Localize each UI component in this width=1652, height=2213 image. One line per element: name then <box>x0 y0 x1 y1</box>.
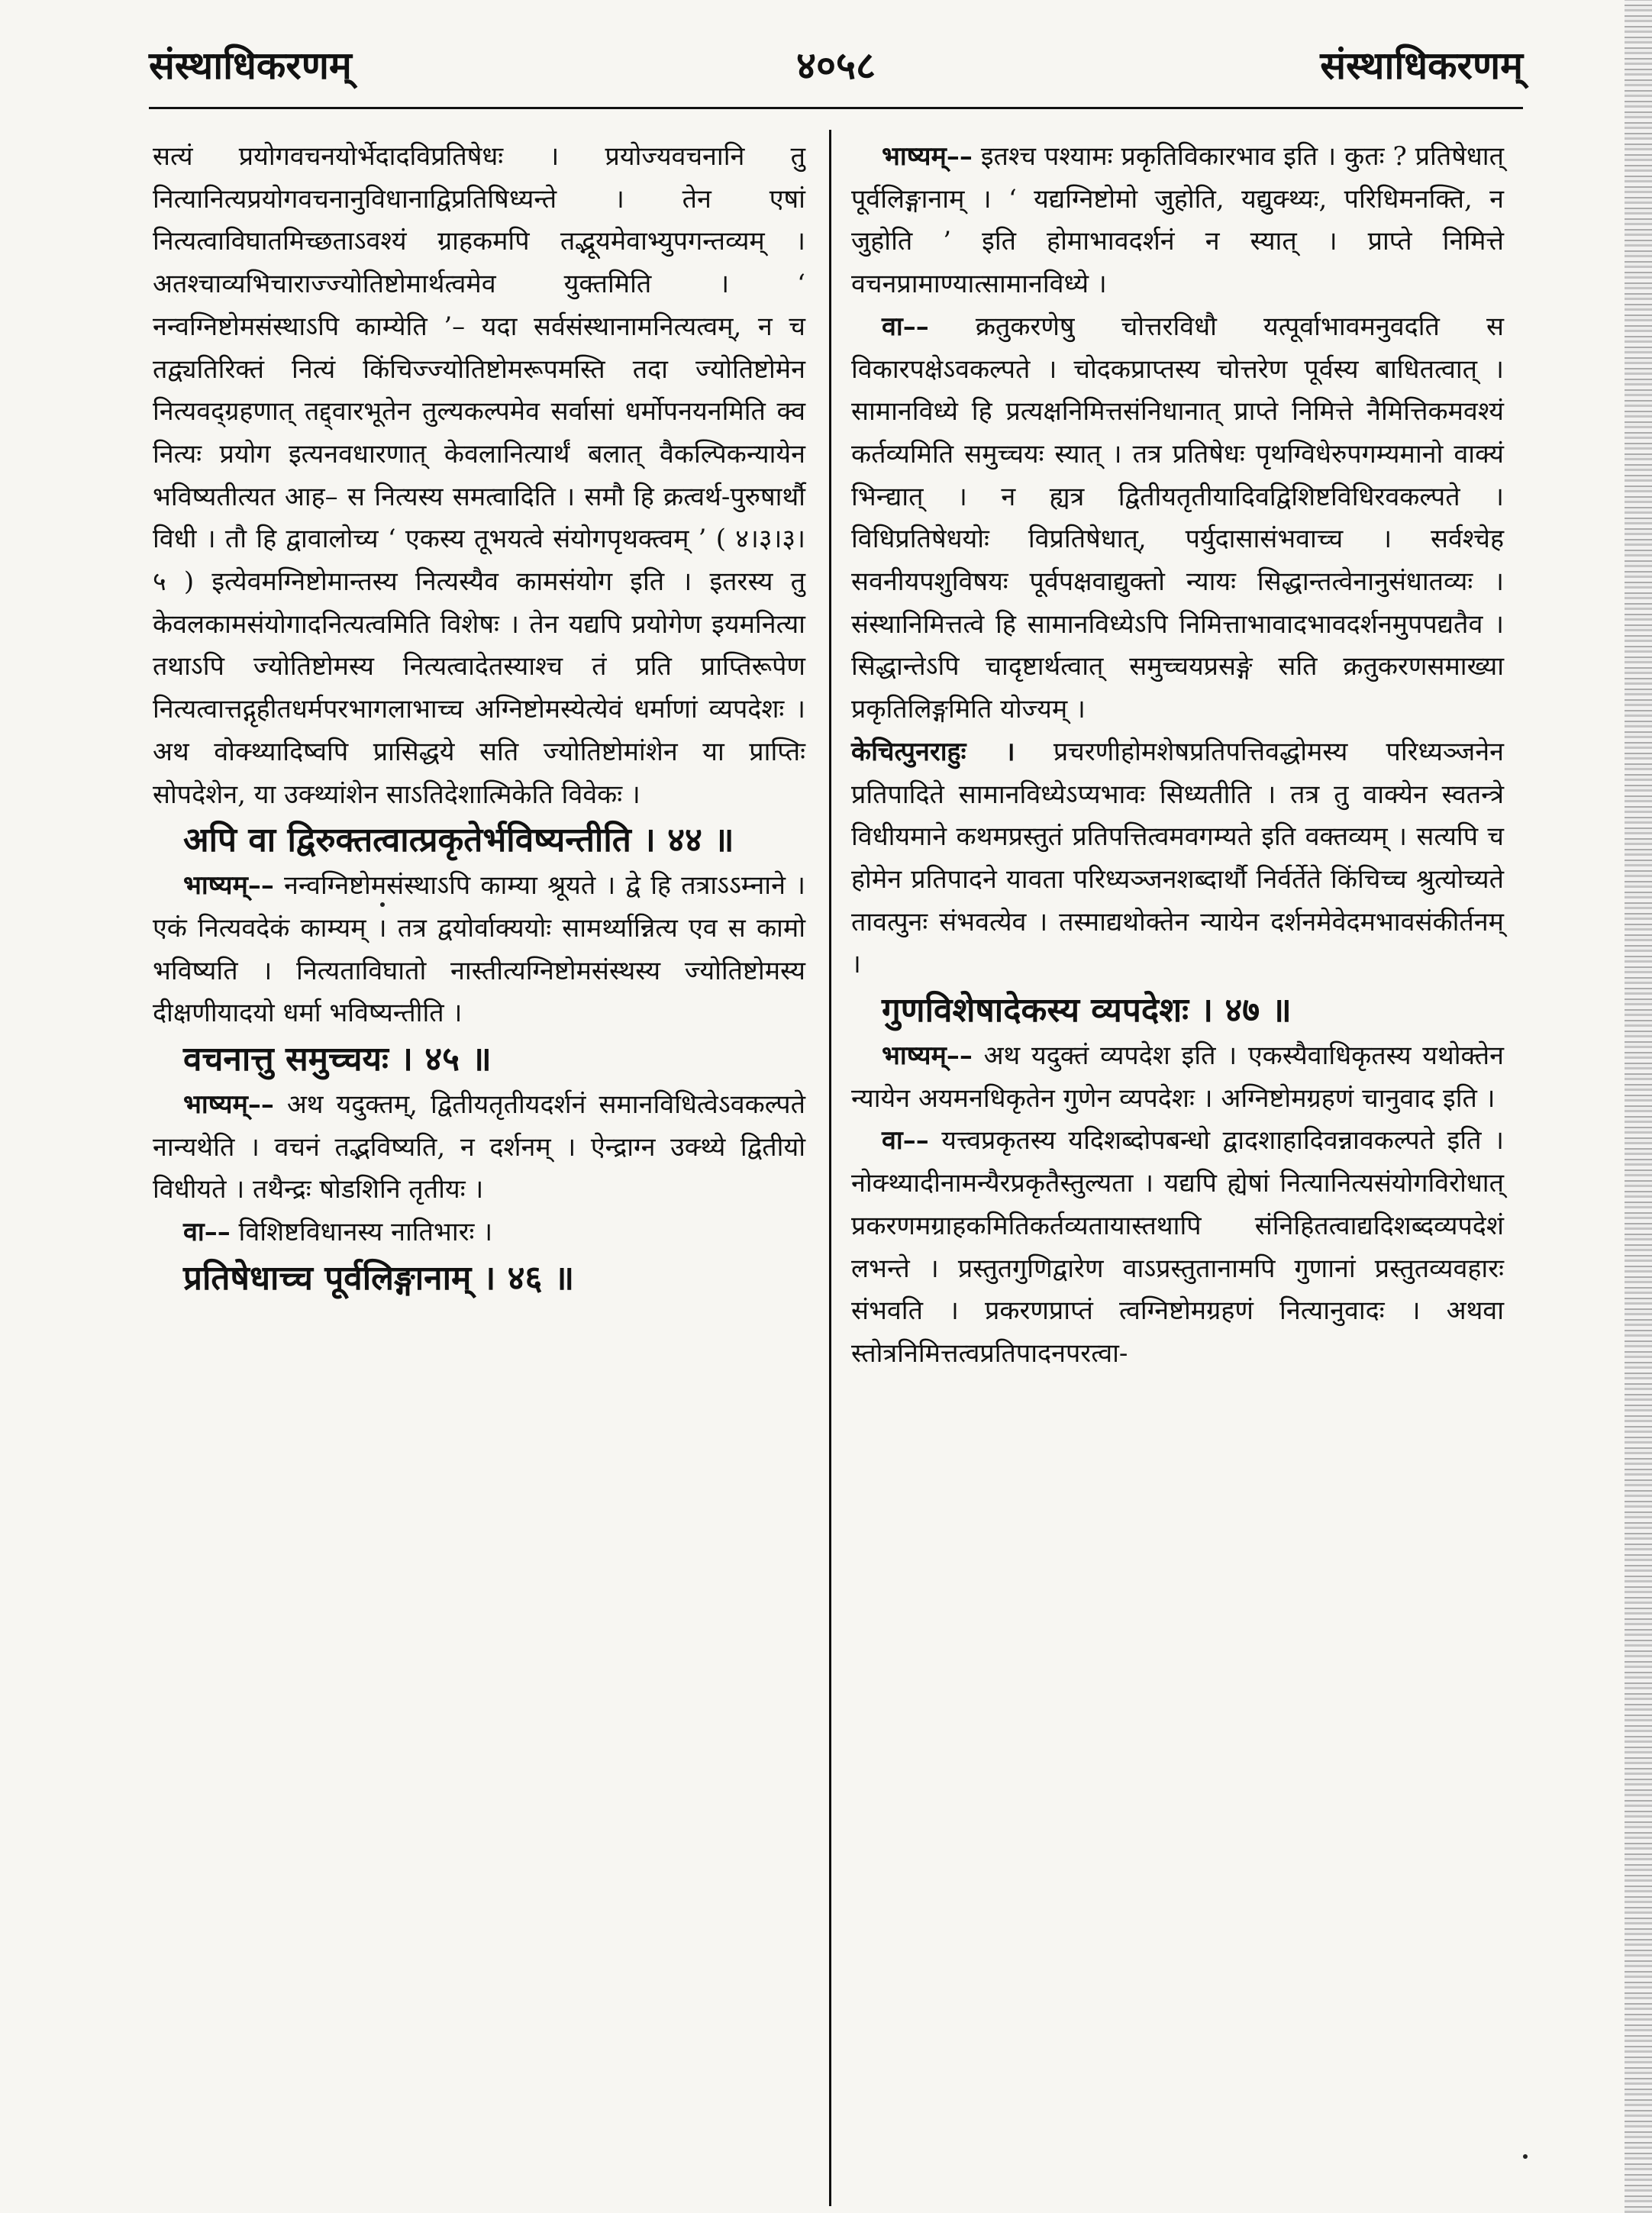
sutra-47: गुणविशेषादेकस्य व्यपदेशः । ४७ ॥ <box>882 991 1292 1031</box>
scan-speck <box>380 902 385 907</box>
header-left-title: संस्थाधिकरणम् <box>149 43 352 88</box>
left-column <box>153 136 805 1303</box>
sutra-45: वचनात्तु समुच्चयः । ४५ ॥ <box>183 1040 492 1079</box>
kecit-paragraph <box>851 731 1504 986</box>
running-header <box>149 23 1523 99</box>
bhashya-46 <box>851 136 1504 306</box>
varttika-45-label: वा–– <box>183 1217 231 1248</box>
kecit-text: प्रचरणीहोमशेषप्रतिपत्तिवद्धोमस्य परिध्यञ्जनेन प्रतिपादिते सामानविध्येऽप्यभावः सिध्यतीति । तत्र तु वाक्येन स्वतन्त्रे विधीयमाने कथमप्रस्तुतं प्रतिपत्तित्वमवगम्यते इति वक्तव्यम् । सत्यपि च होमेन प्रतिपादने यावता परिध्यञ्जनशब्दार्थौ निर्वर्तेते किंचिच्च श्रुत्योच्यते तावत्पुनः संभवत्येव । तस्माद्यथोक्तेन न्यायेन दर्शनमेवेदमभावसंकीर्तनम् । <box>851 736 1504 980</box>
kecit-label: केचित्पुनराहुः । <box>851 736 1015 767</box>
bhashya-46-label: भाष्यम्–– <box>882 141 973 172</box>
sutra-46: प्रतिषेधाच्च पूर्वलिङ्गानाम् । ४६ ॥ <box>183 1258 575 1298</box>
header-rule <box>149 107 1523 109</box>
column-divider <box>829 130 831 2206</box>
bhashya-45-label: भाष्यम्–– <box>183 1089 274 1121</box>
varttika-47-text: यत्त्वप्रकृतस्य यदिशब्दोपबन्धो द्वादशाहादिवन्नावकल्पते इति । नोक्थ्यादीनामन्यैरप्रकृतैस्तुल्यता । यद्यपि ह्येषां नित्यानित्यसंयोगविरोधात् प्रकरणमग्राहकमितिकर्तव्यतायास्तथापि संनिहितत्वाद्यदिशब्दव्यपदेशं लभन्ते । प्रस्तुतगुणिद्वारेण वाऽप्रस्तुतानामपि गुणानां प्रस्तुतव्यवहारः संभवति । प्रकरणप्राप्तं त्वग्निष्टोमग्रहणं नित्यानुवादः । अथवा स्तोत्रनिमित्तत्वप्रतिपादनपरत्वा- <box>851 1125 1504 1369</box>
bhashya-44-text: नन्वग्निष्टोमसंस्थाऽपि काम्या श्रूयते । द्वे हि तत्राऽऽम्नाने । एकं नित्यवदेकं काम्यम् । तत्र द्वयोर्वाक्ययोः सामर्थ्यान्नित्य एव स कामो भविष्यति । नित्यताविघातो नास्तीत्यग्निष्टोमसंस्थस्य ज्योतिष्टोमस्य दीक्षणीयादयो धर्मा भविष्यन्तीति । <box>153 870 805 1029</box>
varttika-45-text: विशिष्टविधानस्य नातिभारः । <box>238 1217 493 1248</box>
bhashya-47-text: अथ यदुक्तं व्यपदेश इति । एकस्यैवाधिकृतस्य यथोक्तेन न्यायेन अयमनधिकृतेन गुणेन व्यपदेशः । अग्निष्टोमग्रहणं चानुवाद इति । <box>851 1040 1504 1114</box>
bhashya-45 <box>153 1084 805 1211</box>
scan-speck <box>1523 2154 1528 2159</box>
bhashya-47 <box>851 1035 1504 1120</box>
scan-edge-noise <box>1625 0 1652 2213</box>
left-paragraph-1: सत्यं प्रयोगवचनयोर्भेदादविप्रतिषेधः । प्रयोज्यवचनानि तु नित्यानित्यप्रयोगवचनानुविधानाद्विप्रतिषिध्यन्ते । तेन एषां नित्यत्वाविघातमिच्छताऽवश्यं ग्राहकमपि तद्भूयमेवाभ्युपगन्तव्यम् । अतश्चाव्यभिचाराज्ज्योतिष्टोमार्थत्वमेव युक्तमिति । ‘ नन्वग्निष्टोमसंस्थाऽपि काम्येति ’– यदा सर्वसंस्थानामनित्यत्वम्, न च तद्व्यतिरिक्तं नित्यं किंचिज्ज्योतिष्टोमरूपमस्ति तदा ज्योतिष्टोमेन नित्यवद्ग्रहणात् तद्द्वारभूतेन तुल्यकल्पमेव सर्वासां धर्मोपनयनमिति क्व नित्यः प्रयोग इत्यनवधारणात् केवलानित्यार्थं बलात् वैकल्पिकन्यायेन भविष्यतीत्यत आह– स नित्यस्य समत्वादिति । समौ हि क्रत्वर्थ-पुरुषार्थौ विधी । तौ हि द्वावालोच्य ‘ एकस्य तूभयत्वे संयोगपृथक्त्वम् ’ ( ४।३।३।५ ) इत्येवमग्निष्टोमान्तस्य नित्यस्यैव कामसंयोग इति । इतरस्य तु केवलकामसंयोगादनित्यत्वमिति विशेषः । तेन यद्यपि प्रयोगेण इयमनित्या तथाऽपि ज्योतिष्टोमस्य नित्यत्वादेतस्याश्च तं प्रति प्राप्तिरूपेण नित्यत्वात्तद्गृहीतधर्मपरभागलाभाच्च अग्निष्टोमस्येत्येवं धर्माणां व्यपदेशः । अथ वोक्थ्यादिष्वपि प्रासिद्धये सति ज्योतिष्टोमांशेन या प्राप्तिः सोपदेशेन, या उक्थ्यांशेन साऽतिदेशात्मिकेति विवेकः । <box>153 141 805 810</box>
bhashya-44-label: भाष्यम्–– <box>183 870 274 902</box>
varttika-46-label: वा–– <box>882 311 929 342</box>
varttika-45 <box>153 1211 805 1254</box>
varttika-46-text: क्रतुकरणेषु चोत्तरविधौ यत्पूर्वाभावमनुवदति स विकारपक्षेऽवकल्पते । चोदकप्राप्तस्य चोत्तरेण पूर्वस्य बाधितत्वात् । सामानविध्ये हि प्रत्यक्षनिमित्तसंनिधानात् प्राप्ते निमित्ते नैमित्तिकमवश्यं कर्तव्यमिति समुच्चयः स्यात् । तत्र प्रतिषेधः पृथग्विधेरुपगम्यमानो वाक्यं भिन्द्यात् । न ह्यत्र द्वितीयतृतीयादिवद्विशिष्टविधिरवकल्पते । विधिप्रतिषेधयोः विप्रतिषेधात्, पर्युदासासंभवाच्च । सर्वश्चेह सवनीयपशुविषयः पूर्वपक्षवाद्युक्तो न्यायः सिद्धान्तत्वेनानुसंधातव्यः । संस्थानिमित्तत्वे हि सामानविध्येऽपि निमित्ताभावादभावदर्शनमुपपद्यतैव । सिद्धान्तेऽपि चादृष्टार्थत्वात् समुच्चयप्रसङ्गे सति क्रतुकरणसमाख्या प्रकृतिलिङ्गमिति योज्यम् । <box>851 311 1505 725</box>
header-right-title: संस्थाधिकरणम् <box>1320 43 1523 88</box>
bhashya-44 <box>153 865 805 1035</box>
varttika-47 <box>851 1120 1504 1375</box>
bhashya-45-text: अथ यदुक्तम्, द्वितीयतृतीयदर्शनं समानविधित्वेऽवकल्पते नान्यथेति । वचनं तद्भविष्यति, न दर्शनम् । ऐन्द्राग्न उक्थ्ये द्वितीयो विधीयते । तथैन्द्रः षोडशिनि तृतीयः । <box>153 1089 805 1205</box>
bhashya-46-text: इतश्च पश्यामः प्रकृतिविकारभाव इति । कुतः ? प्रतिषेधात् पूर्वलिङ्गानाम् । ‘ यद्यग्निष्टोमो जुहोति, यद्युक्थ्यः, परिधिमनक्ति, न जुहोति ’ इति होमाभावदर्शनं न स्यात् । प्राप्ते निमित्ते वचनप्रामाण्यात्सामानविध्ये । <box>851 141 1504 300</box>
right-column <box>851 136 1504 1376</box>
bhashya-47-label: भाष्यम्–– <box>882 1040 973 1072</box>
page-number: ४०५८ <box>796 43 876 88</box>
sutra-44: अपि वा द्विरुक्तत्वात्प्रकृतेर्भविष्यन्तीति । ४४ ॥ <box>183 821 734 860</box>
varttika-46 <box>851 306 1504 731</box>
varttika-47-label: वा–– <box>882 1125 929 1157</box>
